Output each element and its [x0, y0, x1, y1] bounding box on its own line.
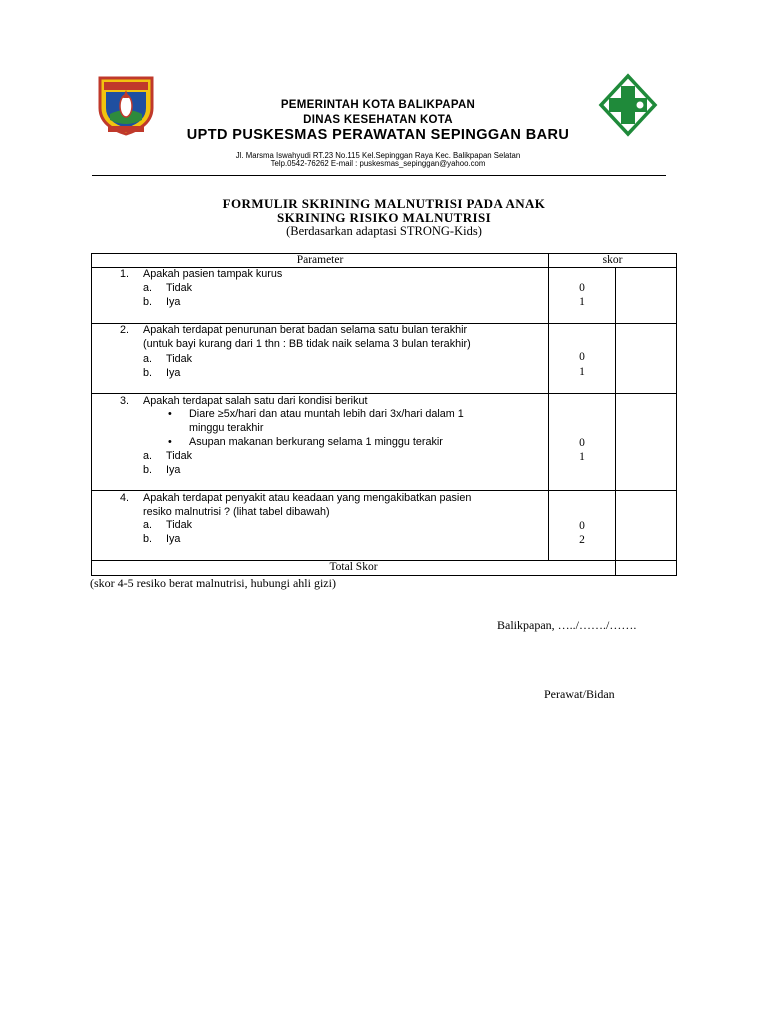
total-score-field[interactable]	[616, 561, 676, 575]
total-score-label: Total Skor	[329, 561, 378, 573]
table-border-right	[676, 253, 677, 575]
q3-score-b: 1	[579, 451, 585, 463]
letterhead-line-1: PEMERINTAH KOTA BALIKPAPAN	[280, 99, 476, 111]
q1-option-a: Tidak	[166, 282, 193, 294]
q2-option-b: Iya	[166, 367, 181, 379]
q2-score-b: 1	[579, 366, 585, 378]
q4-option-a-letter: a.	[143, 519, 153, 531]
q4-score-a: 0	[579, 520, 585, 532]
q4-text: Apakah terdapat penyakit atau keadaan yang mengakibatkan pasien	[143, 492, 472, 504]
q3-option-b-letter: b.	[143, 464, 153, 476]
q2-option-a: Tidak	[166, 353, 193, 365]
q3-score-a: 0	[579, 437, 585, 449]
q2-option-a-letter: a.	[143, 353, 153, 365]
q2-option-b-letter: b.	[143, 367, 153, 379]
q4-score-b: 2	[579, 534, 585, 546]
q4-option-b: Iya	[166, 533, 181, 545]
q3-condition-1-cont: minggu terakhir	[189, 422, 264, 434]
letterhead-divider	[92, 175, 666, 176]
form-title: FORMULIR SKRINING MALNUTRISI PADA ANAK	[222, 196, 546, 211]
q3-condition-2: Asupan makanan berkurang selama 1 minggu terakir	[189, 436, 443, 448]
q1-score-b: 1	[579, 296, 585, 308]
q3-option-a: Tidak	[166, 450, 193, 462]
form-subtitle: SKRINING RISIKO MALNUTRISI	[276, 210, 492, 225]
place-date: Balikpapan, …../……./…….	[497, 618, 637, 632]
table-border-left	[91, 253, 92, 575]
health-cross-icon	[598, 73, 658, 137]
letterhead-institution: UPTD PUSKESMAS PERAWATAN SEPINGGAN BARU	[186, 127, 570, 143]
q4-option-a: Tidak	[166, 519, 193, 531]
q1-score-a: 0	[579, 282, 585, 294]
header-score: skor	[602, 254, 623, 266]
q1-option-a-letter: a.	[143, 282, 153, 294]
q4-text-cont: resiko malnutrisi ? (lihat tabel dibawah)	[143, 506, 330, 518]
q4-number: 4.	[120, 492, 130, 504]
q2-text: Apakah terdapat penurunan berat badan selama satu bulan terakhir	[143, 324, 468, 336]
q1-option-b: Iya	[166, 296, 181, 308]
q3-number: 3.	[120, 395, 130, 407]
q2-score-a: 0	[579, 351, 585, 363]
q1-text: Apakah pasien tampak kurus	[143, 268, 283, 280]
q3-option-a-letter: a.	[143, 450, 153, 462]
q2-number: 2.	[120, 324, 130, 336]
q3-text: Apakah terdapat salah satu dari kondisi berikut	[143, 395, 368, 407]
q1-number: 1.	[120, 268, 130, 280]
table-col-divider	[615, 267, 616, 575]
letterhead-line-2: DINAS KESEHATAN KOTA	[303, 114, 453, 126]
form-basis: (Berdasarkan adaptasi STRONG-Kids)	[286, 224, 482, 238]
score-note: (skor 4-5 resiko berat malnutrisi, hubungi ahli gizi)	[90, 576, 336, 590]
bullet-icon: •	[168, 408, 172, 420]
signer-title: Perawat/Bidan	[544, 687, 615, 701]
letterhead-contact: Telp.0542-76262 E-mail : puskesmas_sepinggan@yahoo.com	[270, 159, 486, 168]
q4-option-b-letter: b.	[143, 533, 153, 545]
q3-option-b: Iya	[166, 464, 181, 476]
q1-option-b-letter: b.	[143, 296, 153, 308]
q3-condition-1: Diare ≥5x/hari dan atau muntah lebih dari 3x/hari dalam 1	[189, 408, 464, 420]
header-parameter: Parameter	[296, 254, 344, 266]
letterhead-address: Jl. Marsma Iswahyudi RT.23 No.115 Kel.Sepinggan Raya Kec. Balikpapan Selatan	[235, 151, 521, 160]
bullet-icon: •	[168, 436, 172, 448]
q2-text-note: (untuk bayi kurang dari 1 thn : BB tidak naik selama 3 bulan terakhir)	[143, 338, 471, 350]
city-crest-icon	[96, 74, 156, 136]
